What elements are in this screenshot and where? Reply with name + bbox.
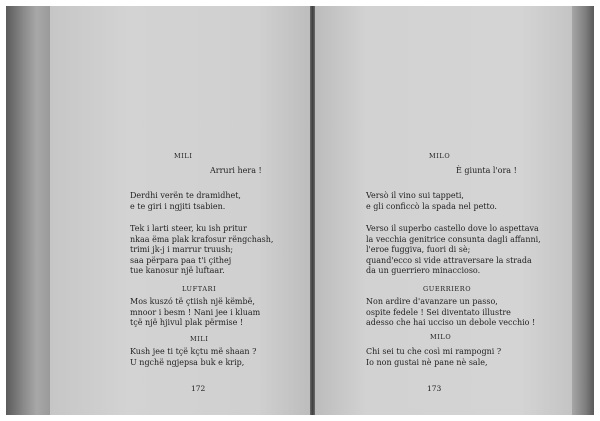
stanza-2 [366, 224, 541, 277]
verse-line: Kush jee ti tçë kçtu më shaan ? [130, 347, 257, 356]
verse-line: da un guerriero minaccioso. [366, 266, 481, 275]
verse-line: nkaa ëma plak krafosur rëngchash, [130, 234, 274, 244]
verse-line: quand'ecco si vide attraversare la strada [366, 255, 532, 265]
stanza-3 [130, 297, 260, 329]
verse-line: trimi jk-j i marrur truush; [130, 245, 234, 254]
speaker-milo: MILO [430, 333, 452, 341]
verse-line: Mos kuszó të çtiish një këmbë, [130, 297, 255, 306]
verse-line: la vecchia genitrice consunta dagli affanni, [366, 234, 541, 244]
stanza-1 [130, 191, 241, 212]
left-page [50, 6, 310, 415]
verse-line: Chi sei tu che così mi rampogni ? [366, 347, 502, 356]
verse-line: e te giri i ngjiti tsabien. [130, 201, 226, 211]
speaker-milo: MILO [429, 152, 451, 160]
verse-line: Verso il superbo castello dove lo aspettava [366, 224, 539, 233]
book-edge-left [6, 6, 50, 415]
verse-line: Non ardire d'avanzare un passo, [366, 297, 498, 306]
verse-line: tue kanosur një luftaar. [130, 266, 225, 275]
speaker-luftari: LUFTARI [182, 285, 217, 293]
verse-line: Arruri hera ! [210, 166, 262, 175]
verse-line: tçë një hjivul plak përmise ! [130, 318, 244, 327]
speaker-mili: MILI [174, 152, 193, 160]
verse-line: Derdhi verën te dramidhet, [130, 191, 241, 200]
stanza-4 [366, 347, 501, 368]
right-page [315, 6, 572, 415]
stanza-1 [366, 191, 497, 212]
page-number: 172 [191, 384, 206, 393]
speaker-guerriero: GUERRIERO [423, 285, 472, 293]
verse-line: È giunta l'ora ! [456, 166, 517, 175]
verse-line: ospite fedele ! Sei diventato illustre [366, 307, 511, 317]
book-scan [6, 6, 594, 415]
verse-line: Io non gustai nè pane nè sale, [366, 357, 488, 367]
verse-line: e gli conficcò la spada nel petto. [366, 201, 497, 211]
page-number: 173 [427, 384, 442, 393]
verse-line: l'eroe fuggiva, fuori di sè; [366, 245, 471, 254]
speaker-mili: MILI [190, 335, 209, 343]
verse-line: adesso che hai ucciso un debole vecchio ! [366, 318, 536, 327]
book-edge-right [572, 6, 594, 415]
verse-line: Versò il vino sui tappeti, [366, 191, 464, 200]
verse-line: saa përpara paa t'i çithej [130, 255, 232, 265]
stanza-4 [130, 347, 256, 368]
verse-line: mnoor i besm ! Nani jee i kluam [130, 307, 261, 317]
stanza-3 [366, 297, 535, 329]
verse-line: U ngchë ngjepsa buk e krip, [130, 357, 245, 367]
verse-line: Tek i larti steer, ku ish pritur [130, 224, 247, 233]
stanza-2 [130, 224, 273, 277]
